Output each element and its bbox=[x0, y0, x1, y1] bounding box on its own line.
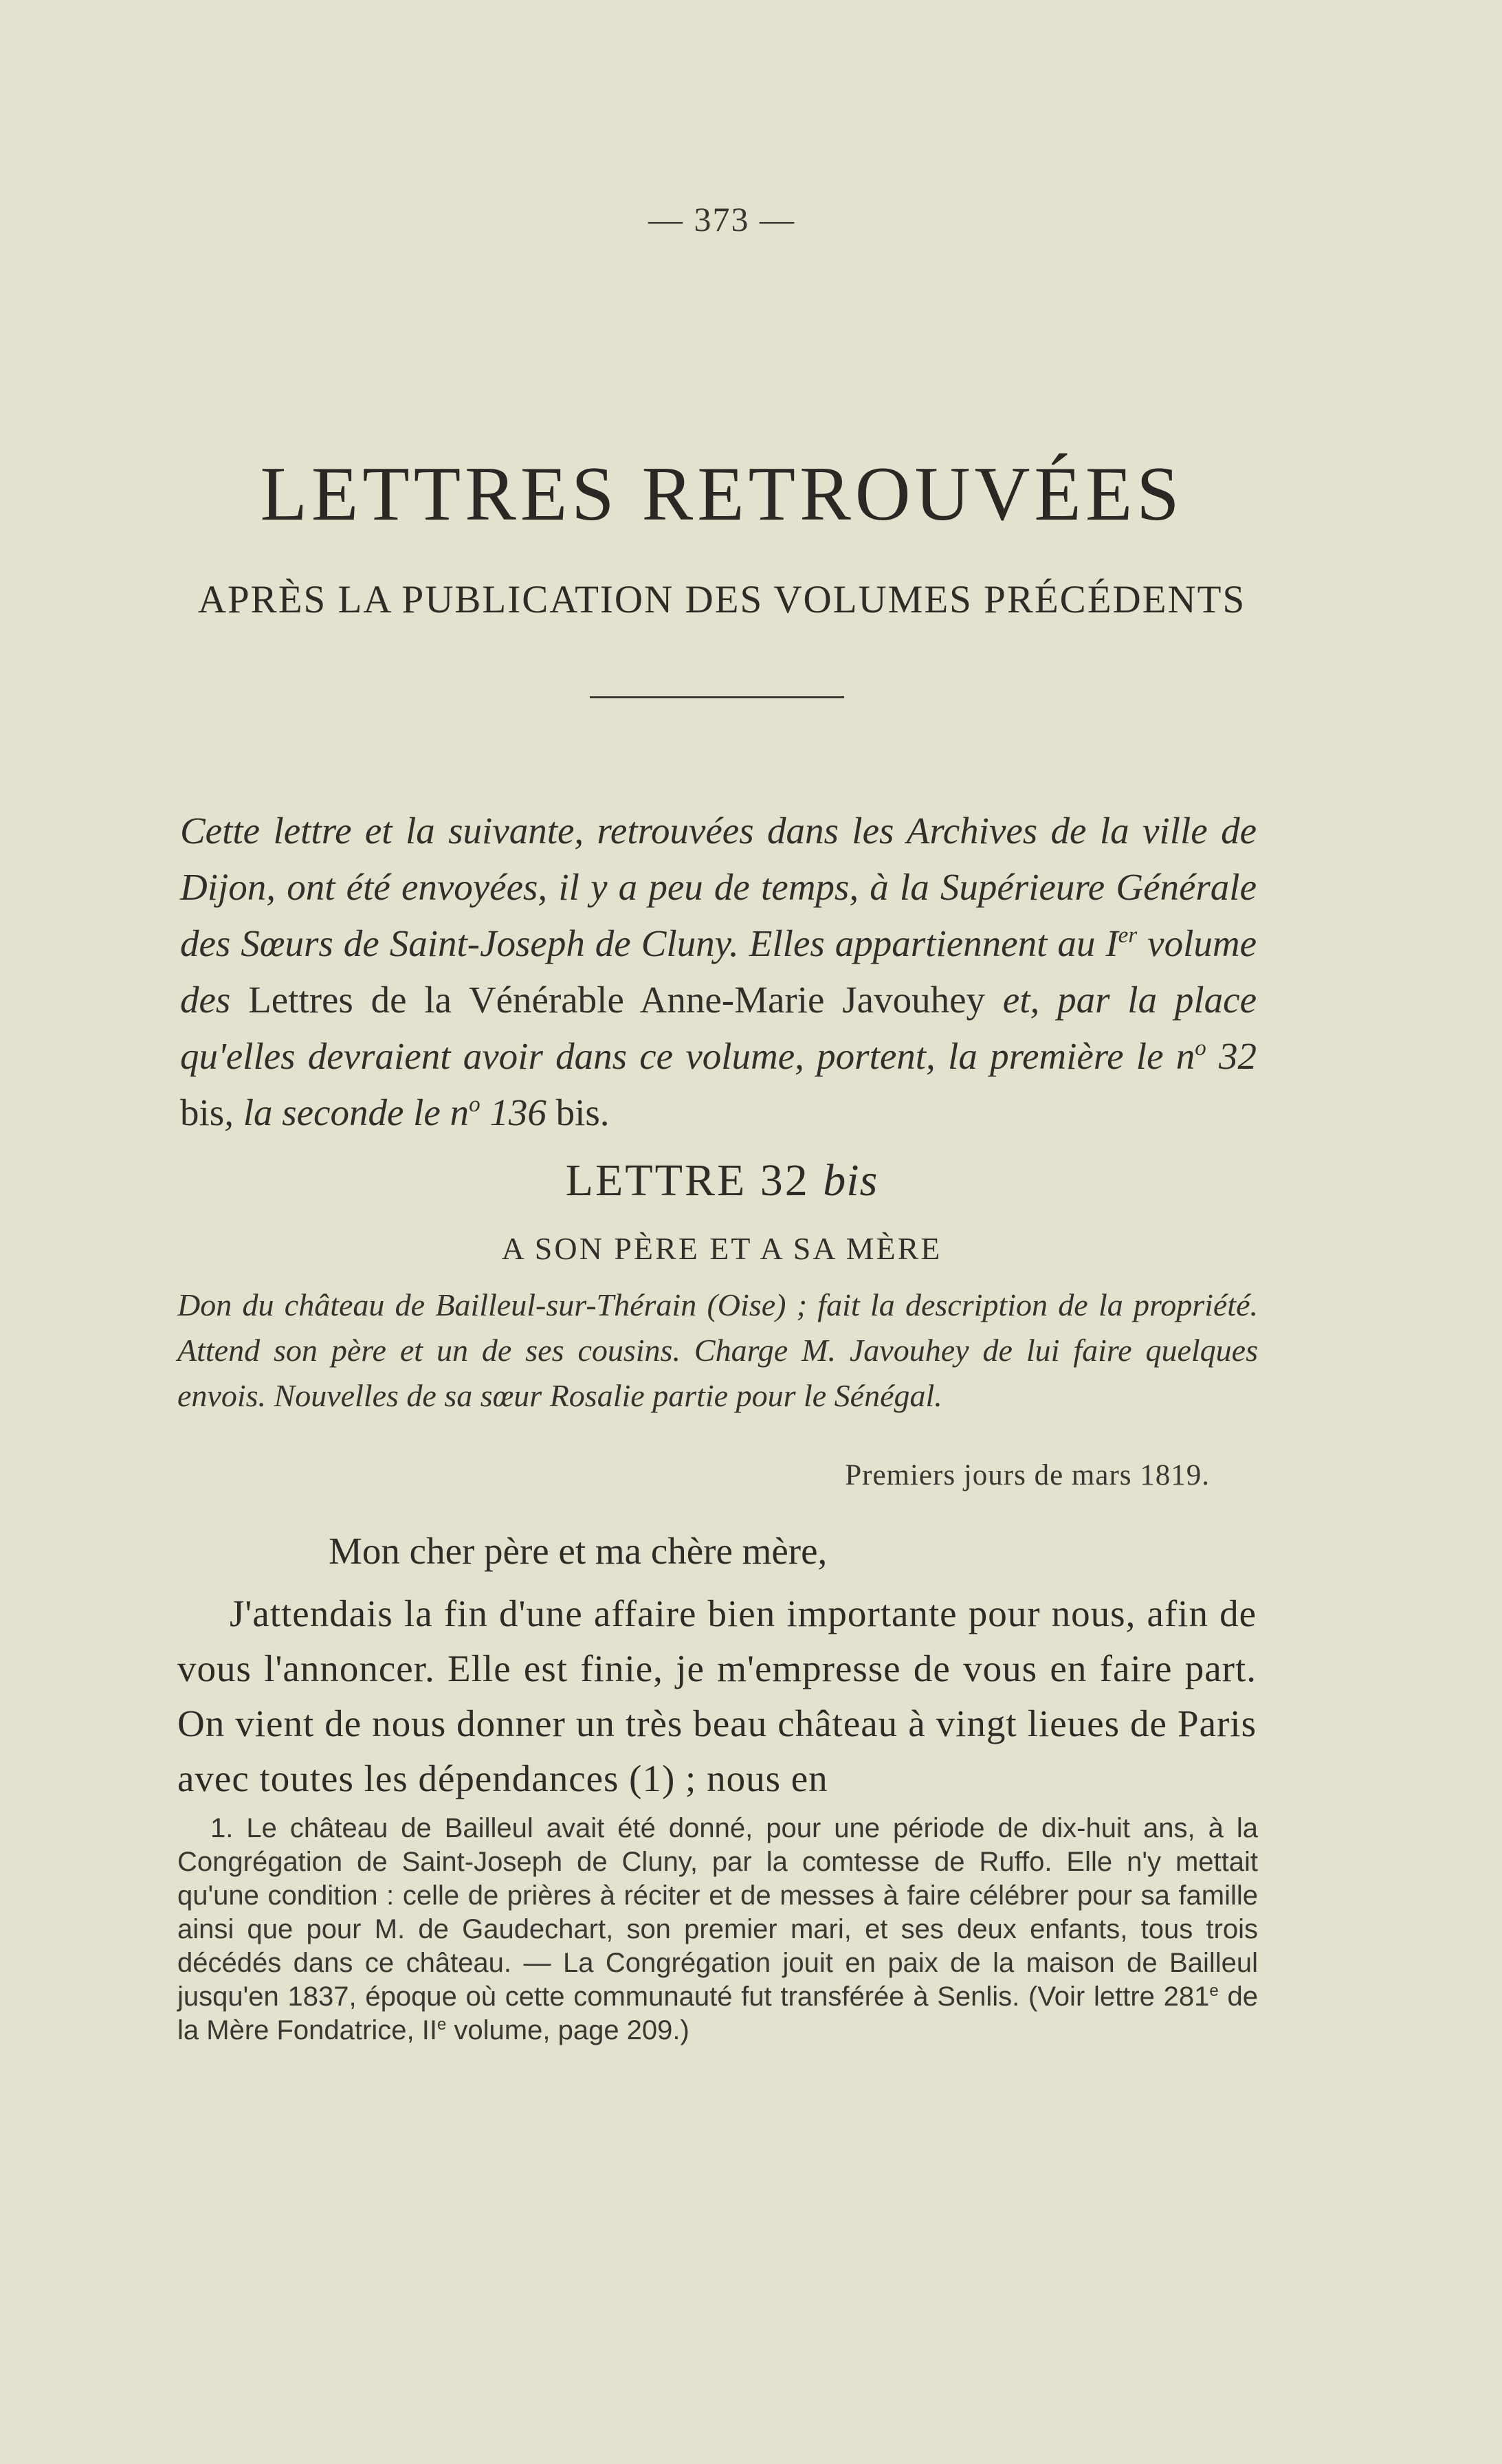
page-number: — 373 — bbox=[648, 200, 795, 238]
footnote-text-3: volume, page 209.) bbox=[446, 2015, 689, 2045]
letter-summary: Don du château de Bailleul-sur-Thérain (Oise) ; fait la description de la propriété. Attend son père et un de ses cousins. Charge M. Javouhey de lui faire quelques envois. Nouvelles de sa sœur Rosalie partie pour le Sénégal. bbox=[177, 1287, 1258, 1413]
letter-recipient: A SON PÈRE ET A SA MÈRE bbox=[501, 1231, 942, 1266]
intro-text-3: et, par la place qu'elles devraient avoir dans ce volume, portent, la première le n bbox=[180, 979, 1257, 1077]
letter-heading-bis: bis bbox=[823, 1155, 879, 1206]
letter-date: Premiers jours de mars 1819. bbox=[845, 1459, 1210, 1491]
intro-volume-sup: er bbox=[1118, 923, 1138, 948]
footnote-sup-1: e bbox=[1209, 1981, 1219, 2000]
footnote bbox=[177, 1812, 1258, 2047]
intro-bis-2: bis. bbox=[546, 1091, 610, 1133]
intro-number-sup-1: o bbox=[1195, 1036, 1206, 1061]
intro-paragraph bbox=[180, 803, 1257, 1141]
footnote-text-2: de la Mère Fondatrice, II bbox=[177, 1982, 1258, 2045]
letter-salutation: Mon cher père et ma chère mère, bbox=[329, 1530, 828, 1572]
letter-heading-main: LETTRE 32 bbox=[565, 1155, 824, 1206]
intro-book-title: Lettres de la Vénérable Anne-Marie Javouhey bbox=[248, 979, 985, 1021]
page-title: LETTRES RETROUVÉES bbox=[260, 452, 1184, 537]
footnote-sup-2: e bbox=[437, 2015, 447, 2034]
title-divider bbox=[590, 696, 844, 698]
footnote-content bbox=[177, 1812, 1258, 2047]
intro-text-2: volume des bbox=[180, 922, 1257, 1021]
page-subtitle: APRÈS LA PUBLICATION DES VOLUMES PRÉCÉDENTS bbox=[197, 578, 1246, 621]
intro-bis-1: bis bbox=[180, 1091, 225, 1133]
intro-volume-number: I bbox=[1105, 922, 1118, 964]
intro-letter-number-2: 136 bbox=[480, 1091, 546, 1133]
intro-text-4: , la seconde le n bbox=[224, 1091, 470, 1133]
intro-number-sup-2: o bbox=[469, 1092, 481, 1118]
letter-body: J'attendais la fin d'une affaire bien importante pour nous, afin de vous l'annoncer. Elle est finie, je m'empresse de vous en faire part. On vient de nous donner un très beau château à vingt lieues de Paris avec toutes les dépendances (1) ; nous en bbox=[177, 1592, 1257, 1799]
footnote-text-1: 1. Le château de Bailleul avait été donné, pour une période de dix-huit ans, à la Congrégation de Saint-Joseph de Cluny, par la comtesse de Ruffo. Elle n'y mettait qu'une condition : celle de prières à réciter et de messes à faire célébrer pour sa famille ainsi que pour M. de Gaudechart, son premier mari, et ses deux enfants, tous trois décédés dans ce château. — La Congrégation jouit en paix de la maison de Bailleul jusqu'en 1837, époque où cette communauté fut transférée à Senlis. (Voir lettre 281 bbox=[177, 1813, 1258, 2012]
letter-heading bbox=[0, 1155, 1444, 1207]
intro-letter-number-1: 32 bbox=[1206, 1035, 1257, 1077]
intro-text-1: Cette lettre et la suivante, retrouvées dans les Archives de la ville de Dijon, ont été envoyées, il y a peu de temps, à la Supérieure Générale des Sœurs de Saint-Joseph de Cluny. Elles appartiennent au bbox=[180, 810, 1257, 964]
